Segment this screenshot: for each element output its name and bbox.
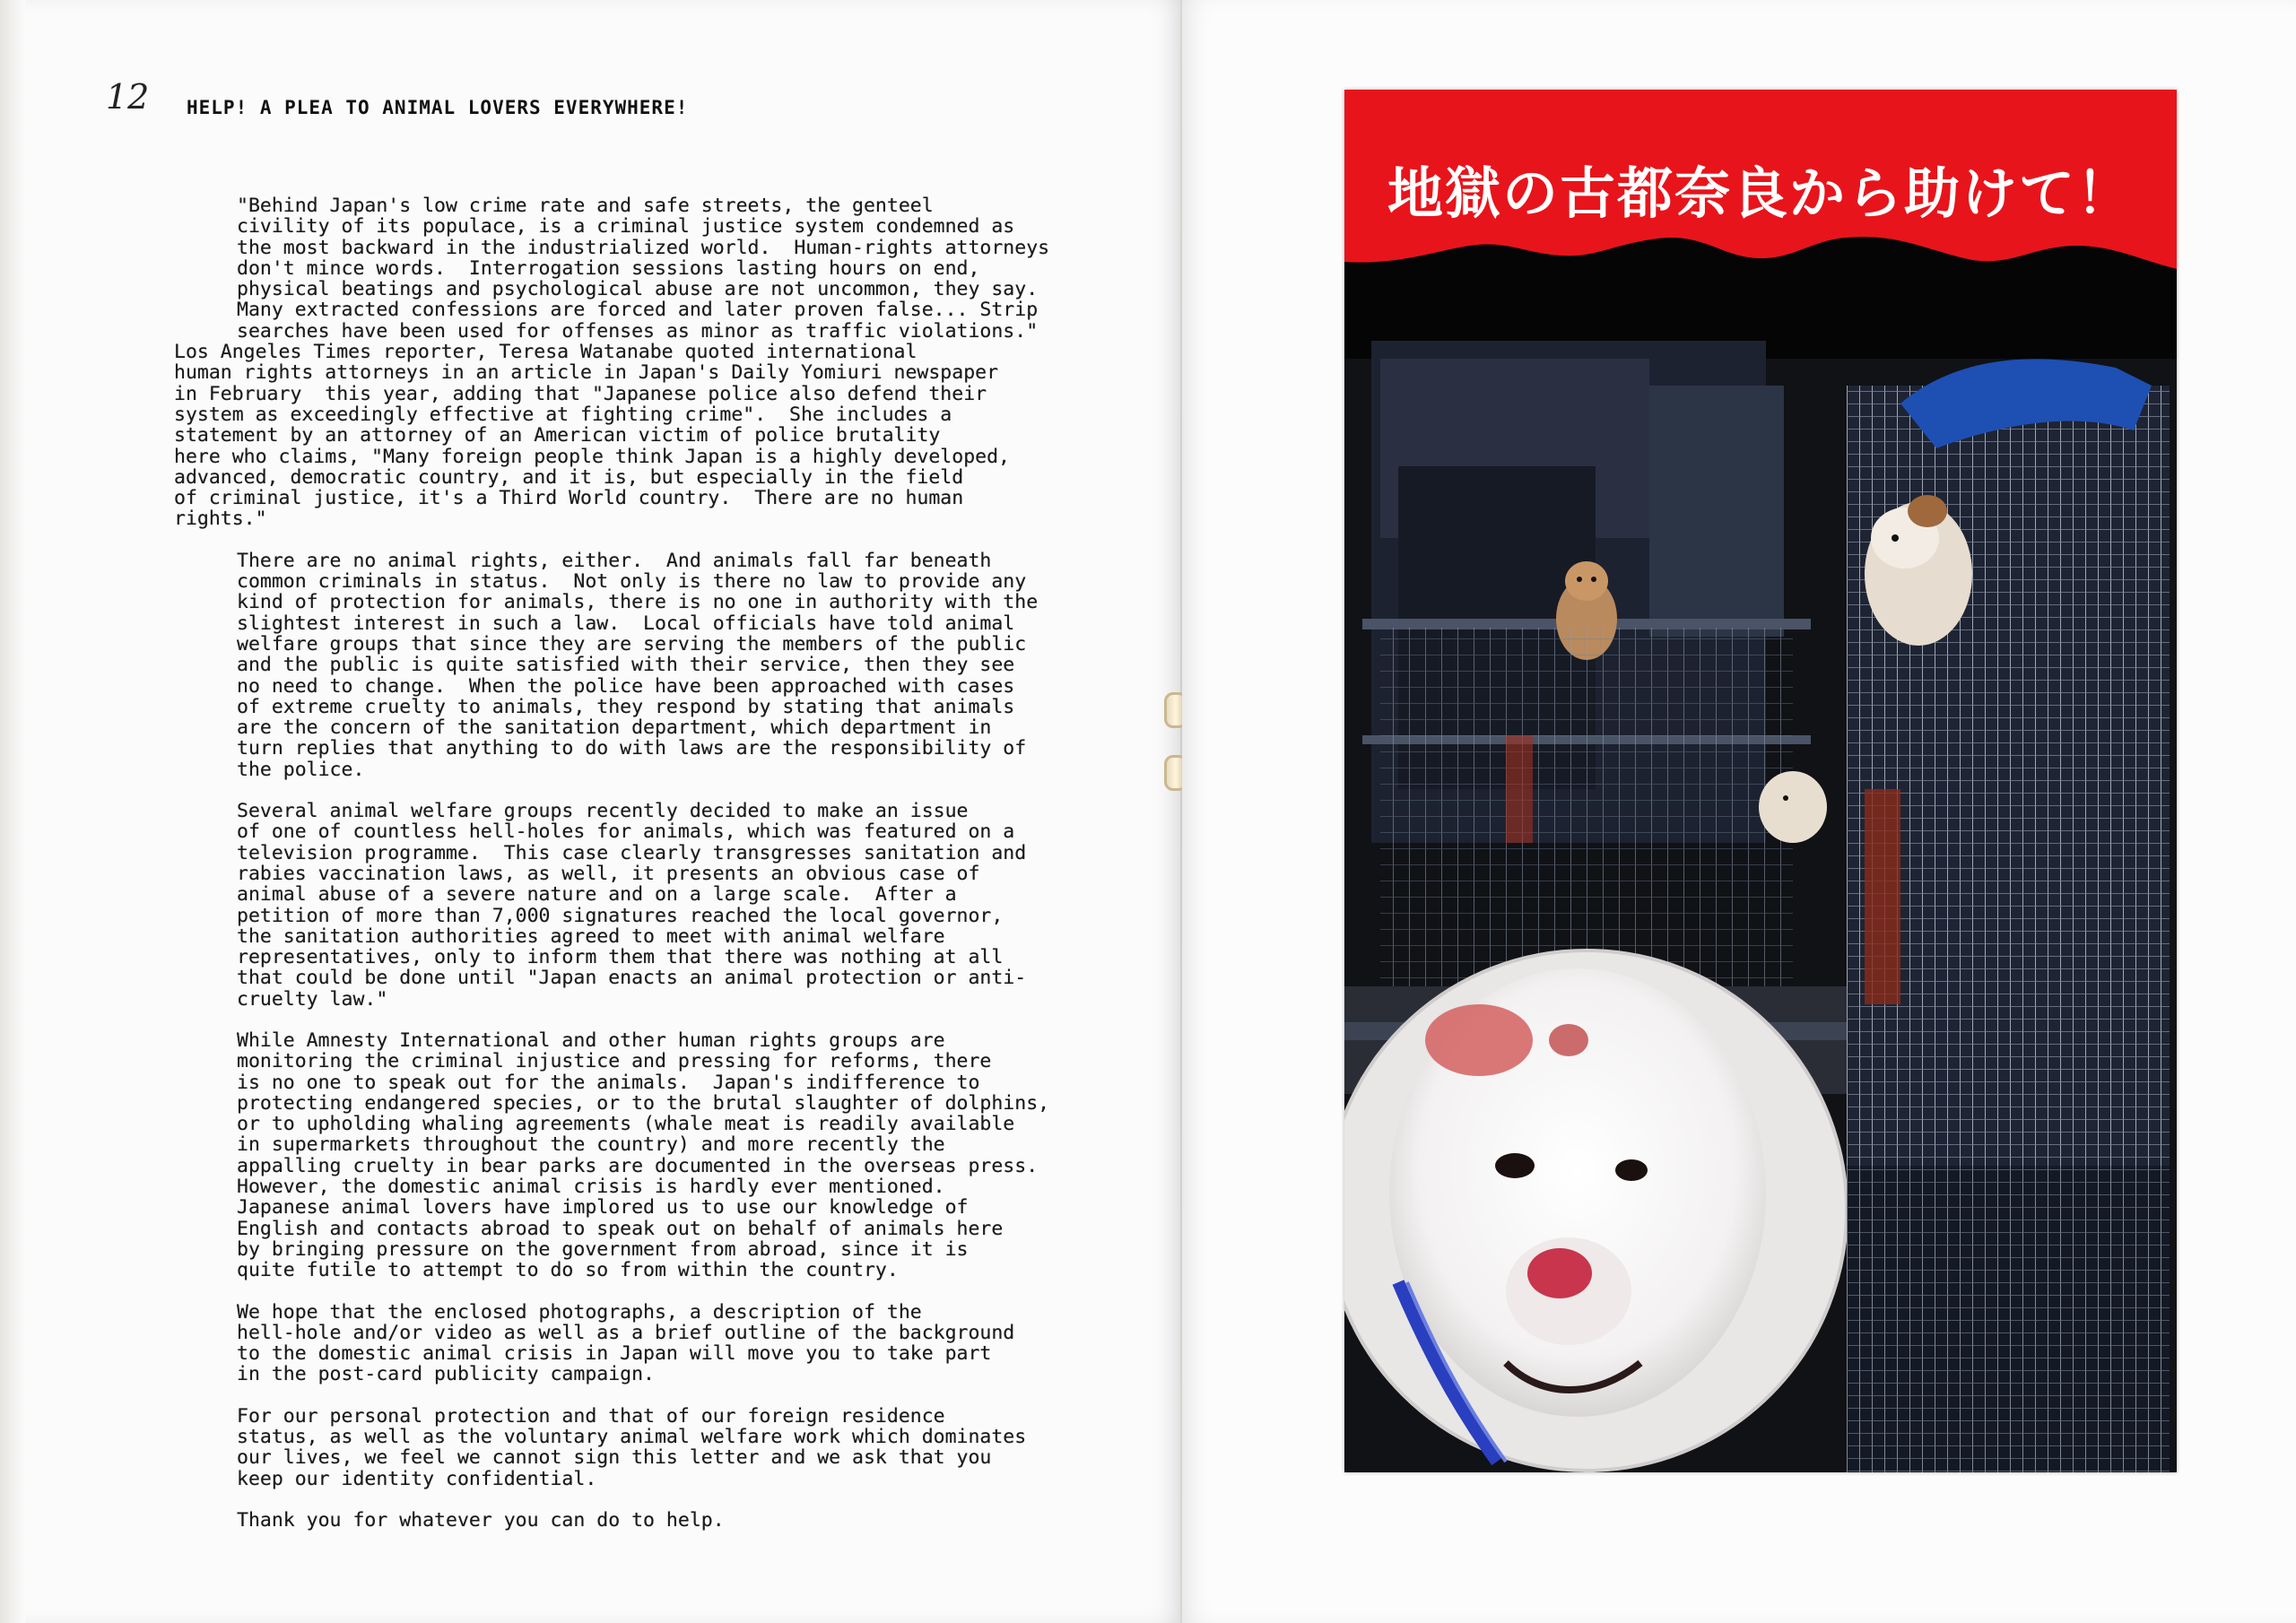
text-line: statement by an attorney of an American victim of police brutality: [174, 424, 941, 447]
text-line: While Amnesty International and other human rights groups are: [237, 1028, 945, 1052]
text-line: that could be done until "Japan enacts an animal protection or anti-: [237, 967, 1027, 990]
text-line: protecting endangered species, or to the brutal slaughter of dolphins,: [237, 1091, 1050, 1115]
text-line: quite futile to attempt to do so from within the country.: [237, 1259, 899, 1282]
text-line: television programme. This case clearly transgresses sanitation and: [237, 841, 1027, 864]
text-line: Several animal welfare groups recently decided to make an issue: [237, 800, 969, 823]
paragraph-p4: [174, 801, 1107, 1010]
text-line: advanced, democratic country, and it is, but especially in the field: [174, 465, 964, 489]
text-line: There are no animal rights, either. And animals fall far beneath: [237, 549, 992, 572]
poster: [1344, 90, 2177, 1472]
text-line: no need to change. When the police have been approached with cases: [237, 674, 1015, 698]
text-line: in supermarkets throughout the country) and more recently the: [237, 1133, 945, 1157]
text-line: don't mince words. Interrogation sessions lasting hours on end,: [237, 256, 980, 280]
text-line: our lives, we feel we cannot sign this letter and we ask that you: [237, 1446, 992, 1470]
text-line: in the post-card publicity campaign.: [237, 1363, 655, 1386]
text-line: cruelty law.": [237, 987, 388, 1011]
text-line: representatives, only to inform them that there was nothing at all: [237, 946, 1004, 969]
article-body: [174, 195, 1107, 1551]
text-line: turn replies that anything to do with laws are the responsibility of: [237, 737, 1027, 760]
text-line: hell-hole and/or video as well as a brief outline of the background: [237, 1321, 1015, 1344]
caged-dogs-photo: [1344, 90, 2177, 1472]
text-line: are the concern of the sanitation department, which department in: [237, 716, 992, 740]
text-line: to the domestic animal crisis in Japan will move you to take part: [237, 1342, 992, 1366]
paragraph-p1: [174, 195, 1107, 342]
text-line: We hope that the enclosed photographs, a description of the: [237, 1300, 922, 1324]
text-line: of criminal justice, it's a Third World country. There are no human: [174, 487, 964, 510]
text-line: in February this year, adding that "Japanese police also defend their: [174, 382, 987, 405]
text-line: system as exceedingly effective at fighting crime". She includes a: [174, 403, 952, 426]
text-line: human rights attorneys in an article in Japan's Daily Yomiuri newspaper: [174, 361, 999, 385]
text-line: monitoring the criminal injustice and pressing for reforms, there: [237, 1050, 992, 1073]
text-line: kind of protection for animals, there is no one in authority with the: [237, 591, 1039, 614]
text-line: rights.": [174, 508, 267, 531]
paragraph-p2: [174, 342, 1107, 530]
text-line: of one of countless hell-holes for animals, which was featured on a: [237, 820, 1015, 844]
text-line: Thank you for whatever you can do to help.: [237, 1508, 725, 1532]
text-line: slightest interest in such a law. Local officials have told animal: [237, 612, 1015, 635]
article-headline: HELP! A PLEA TO ANIMAL LOVERS EVERYWHERE!: [187, 97, 689, 118]
text-line: English and contacts abroad to speak out on behalf of animals here: [237, 1217, 1004, 1240]
text-line: the police.: [237, 758, 365, 781]
text-line: Los Angeles Times reporter, Teresa Watanabe quoted international: [174, 341, 918, 364]
text-line: animal abuse of a severe nature and on a large scale. After a: [237, 883, 957, 907]
text-line: the sanitation authorities agreed to meet with animal welfare: [237, 924, 945, 948]
text-line: civility of its populace, is a criminal justice system condemned as: [237, 215, 1015, 239]
paragraph-p7: [174, 1406, 1107, 1489]
text-line: petition of more than 7,000 signatures reached the local governor,: [237, 904, 1004, 927]
text-line: or to upholding whaling agreements (whale meat is readily available: [237, 1113, 1015, 1136]
text-line: the most backward in the industrialized world. Human-rights attorneys: [237, 236, 1050, 259]
text-line: status, as well as the voluntary animal welfare work which dominates: [237, 1426, 1027, 1449]
text-line: and the public is quite satisfied with their service, then they see: [237, 654, 1015, 677]
page-number: 12: [106, 77, 150, 117]
poster-title: 地獄の古都奈良から助けて！: [1387, 161, 2134, 226]
text-line: common criminals in status. Not only is there no law to provide any: [237, 570, 1027, 594]
text-line: searches have been used for offenses as minor as traffic violations.": [237, 319, 1039, 343]
text-line: physical beatings and psychological abuse are not uncommon, they say.: [237, 278, 1039, 301]
text-line: welfare groups that since they are serving the members of the public: [237, 632, 1027, 655]
text-line: "Behind Japan's low crime rate and safe streets, the genteel: [237, 195, 934, 217]
text-line: Japanese animal lovers have implored us to use our knowledge of: [237, 1196, 969, 1219]
text-line: here who claims, "Many foreign people think Japan is a highly developed,: [174, 445, 1010, 468]
paragraph-p5: [174, 1030, 1107, 1281]
paragraph-p3: [174, 551, 1107, 780]
text-line: keep our identity confidential.: [237, 1467, 597, 1490]
text-line: is no one to speak out for the animals. Japan's indifference to: [237, 1071, 980, 1094]
text-line: For our personal protection and that of our foreign residence: [237, 1404, 945, 1428]
text-line: by bringing pressure on the government from abroad, since it is: [237, 1237, 969, 1261]
paragraph-p8: [174, 1510, 1107, 1531]
paragraph-p6: [174, 1302, 1107, 1385]
text-line: Many extracted confessions are forced and later proven false... Strip: [237, 299, 1039, 322]
text-line: of extreme cruelty to animals, they respond by stating that animals: [237, 695, 1015, 718]
text-line: However, the domestic animal crisis is hardly ever mentioned.: [237, 1176, 945, 1199]
text-line: appalling cruelty in bear parks are documented in the overseas press.: [237, 1154, 1039, 1177]
text-line: rabies vaccination laws, as well, it presents an obvious case of: [237, 862, 980, 885]
